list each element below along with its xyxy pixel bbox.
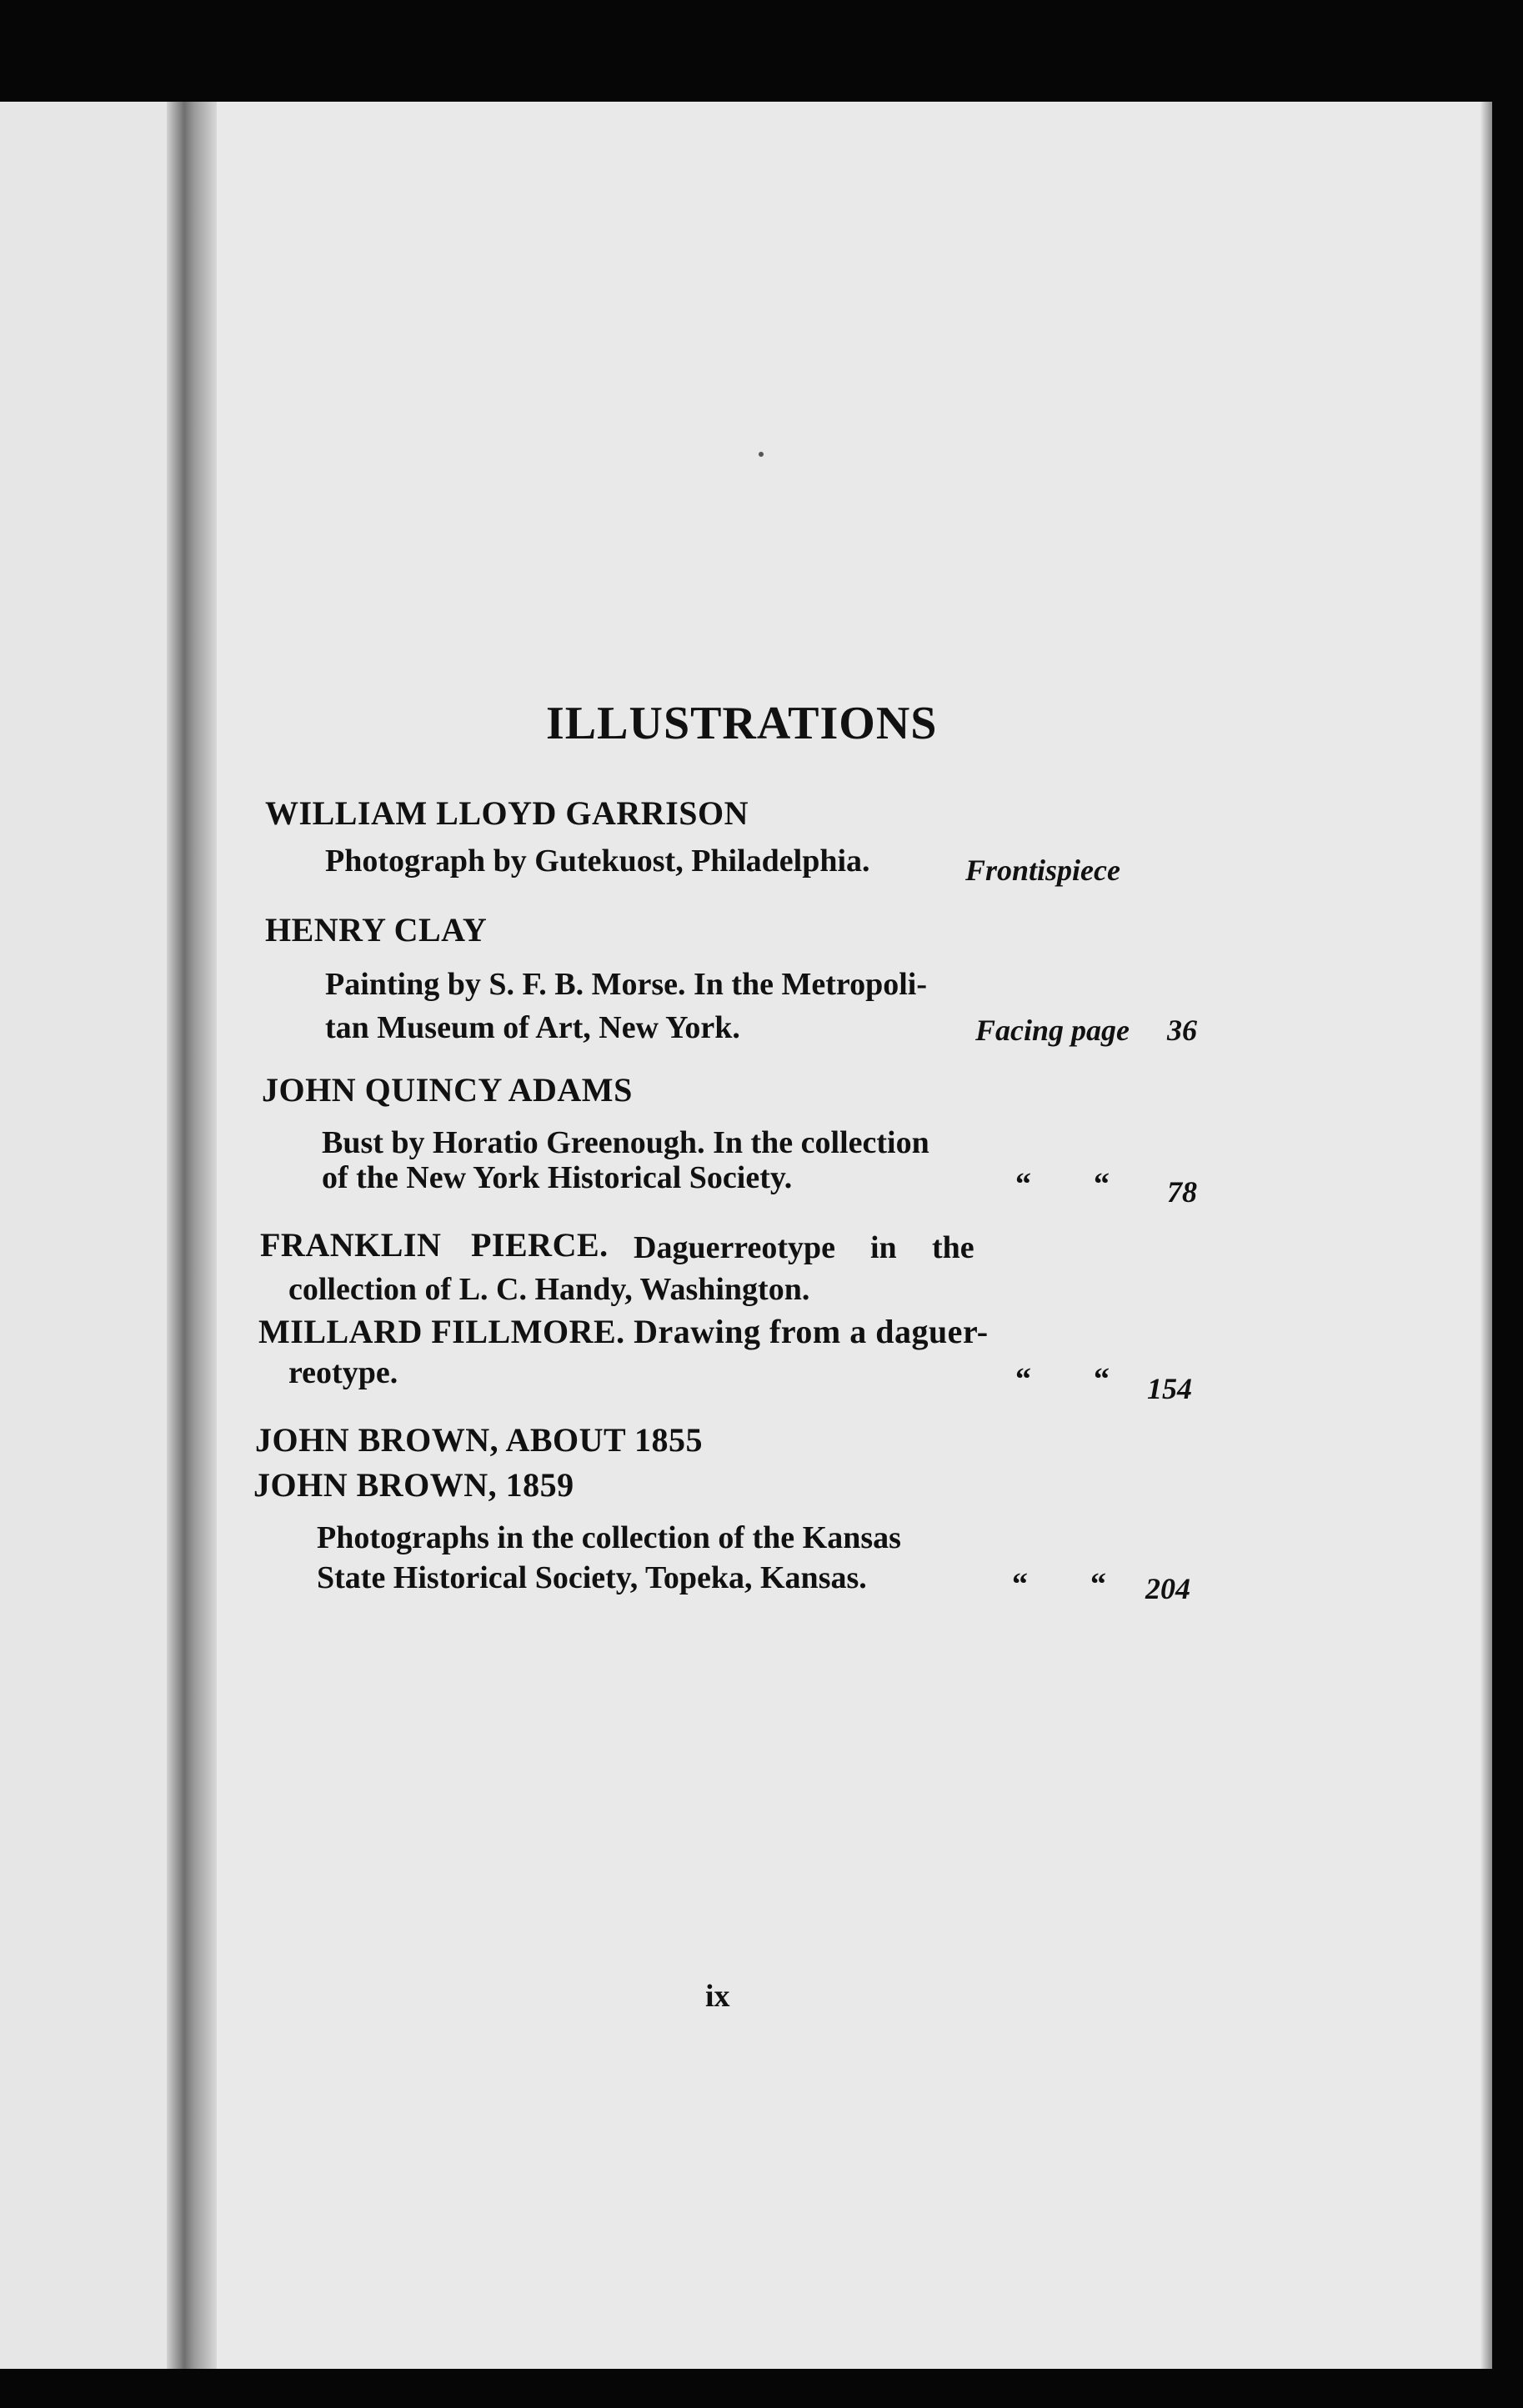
entry-pierce-desc: collection of L. C. Handy, Washington. [288, 1272, 810, 1307]
entry-adams-page: 78 [1167, 1175, 1197, 1209]
entry-garrison-ref: Frontispiece [965, 854, 1120, 887]
speck [759, 452, 764, 457]
entry-pierce-word-1: Daguerreotype [634, 1230, 836, 1265]
page-number: ix [705, 1979, 730, 2014]
entry-clay-ref: Facing page [975, 1014, 1130, 1047]
entry-brown-desc-1: Photographs in the collection of the Kansas [317, 1520, 901, 1555]
entry-fillmore-ditto-2: “ [1094, 1362, 1110, 1397]
entry-fillmore-ditto-1: “ [1015, 1362, 1031, 1397]
entry-clay-desc-1: Painting by S. F. B. Morse. In the Metropoli- [325, 967, 928, 1002]
entry-brown-ditto-1: “ [1012, 1567, 1028, 1602]
entry-adams-desc-2: of the New York Historical Society. [322, 1160, 793, 1195]
entry-brown-head-2: JOHN BROWN, 1859 [253, 1466, 574, 1504]
entry-fillmore-line-2: reotype. [288, 1355, 398, 1390]
entry-pierce-head-2: PIERCE. [471, 1226, 609, 1264]
entry-pierce-word-3: the [932, 1230, 974, 1265]
entry-garrison-desc: Photograph by Gutekuost, Philadelphia. [325, 844, 870, 879]
book-page [0, 102, 1492, 2369]
page-title: ILLUSTRATIONS [546, 698, 938, 749]
entry-brown-head-1: JOHN BROWN, ABOUT 1855 [255, 1421, 703, 1459]
entry-fillmore-line-1: MILLARD FILLMORE. Drawing from a daguer- [258, 1313, 989, 1350]
entry-brown-page: 204 [1145, 1572, 1190, 1605]
entry-garrison-head: WILLIAM LLOYD GARRISON [265, 794, 749, 832]
entry-clay-head: HENRY CLAY [265, 911, 488, 949]
entry-pierce-head: FRANKLIN [260, 1226, 442, 1264]
entry-fillmore-page: 154 [1147, 1372, 1192, 1405]
entry-adams-ditto-1: “ [1015, 1167, 1031, 1202]
entry-adams-head: JOHN QUINCY ADAMS [262, 1071, 633, 1109]
entry-adams-ditto-2: “ [1094, 1167, 1110, 1202]
entry-clay-desc-2: tan Museum of Art, New York. [325, 1010, 740, 1045]
entry-adams-desc-1: Bust by Horatio Greenough. In the collection [322, 1125, 929, 1160]
entry-pierce-word-2: in [870, 1230, 897, 1265]
entry-clay-page: 36 [1167, 1014, 1197, 1047]
entry-brown-desc-2: State Historical Society, Topeka, Kansas. [317, 1560, 867, 1595]
entry-brown-ditto-2: “ [1090, 1567, 1106, 1602]
